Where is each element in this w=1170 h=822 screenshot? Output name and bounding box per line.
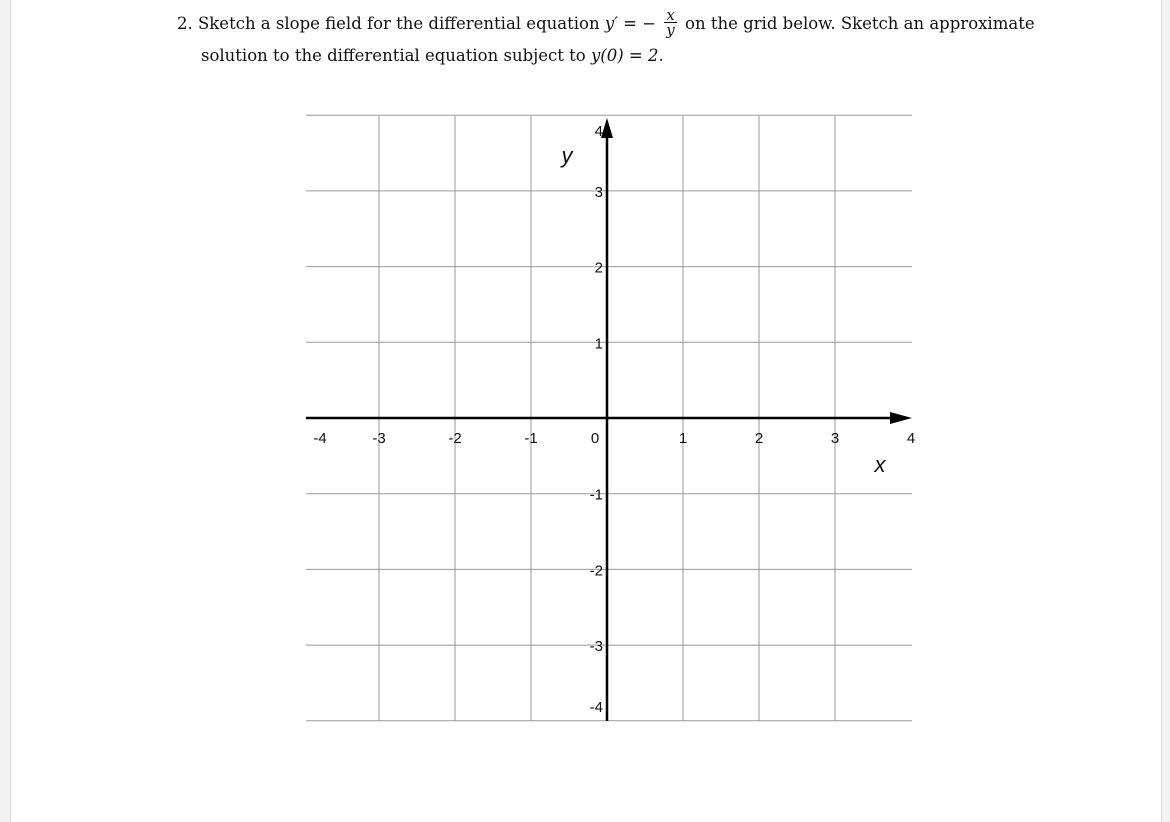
y-tick-label: 4 bbox=[594, 123, 603, 140]
y-tick-label: -4 bbox=[589, 699, 603, 716]
fraction-numerator: x bbox=[666, 6, 675, 24]
equation-sign: = − bbox=[623, 14, 657, 33]
x-axis-arrow bbox=[890, 412, 912, 424]
y-axis-label: y bbox=[561, 143, 573, 168]
y-tick-label: 2 bbox=[594, 259, 603, 277]
x-tick-label: 1 bbox=[678, 430, 688, 447]
x-tick-label: 2 bbox=[754, 430, 764, 447]
fraction-denominator: y bbox=[666, 21, 675, 39]
problem-text-after-equation: on the grid below. Sketch an approximate bbox=[685, 14, 1035, 33]
y-tick-label: -2 bbox=[589, 562, 603, 580]
x-tick-label: 0 bbox=[590, 430, 600, 447]
problem-text-before-equation: Sketch a slope field for the differential equation bbox=[198, 14, 600, 33]
problem-line-2-text: solution to the differential equation subject to bbox=[201, 46, 586, 65]
x-tick-label: 3 bbox=[830, 430, 840, 447]
equation-lhs: y′ bbox=[604, 14, 618, 33]
y-tick-label: 1 bbox=[594, 335, 603, 353]
x-tick-label: -3 bbox=[372, 430, 386, 447]
y-tick-label: 3 bbox=[594, 183, 603, 201]
y-tick-label: -1 bbox=[589, 486, 603, 504]
x-tick-label: -4 bbox=[313, 430, 327, 447]
problem-number: 2. bbox=[177, 14, 193, 33]
x-tick-label: -1 bbox=[524, 430, 538, 447]
initial-condition: y(0) = 2. bbox=[590, 46, 664, 65]
x-tick-label: -2 bbox=[448, 430, 462, 447]
x-tick-label: 4 bbox=[906, 430, 916, 447]
x-axis-label: x bbox=[874, 452, 886, 477]
y-tick-label: -3 bbox=[589, 638, 603, 656]
